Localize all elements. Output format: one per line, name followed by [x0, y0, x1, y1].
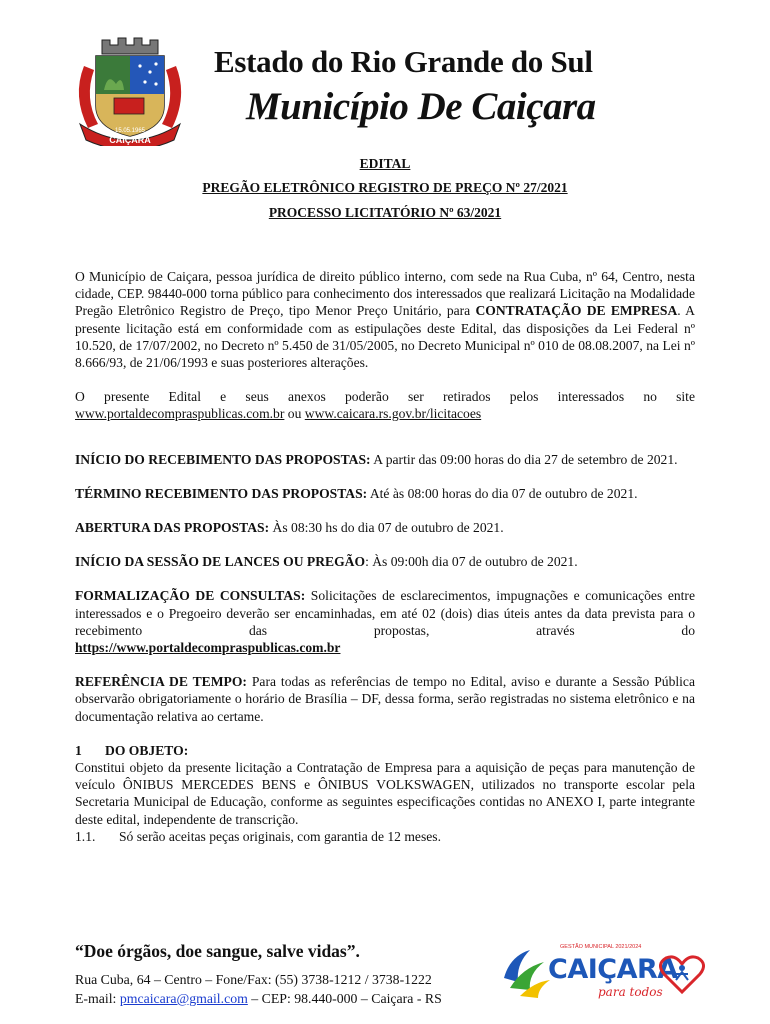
- intro-text-b: . A presente licitação está em conformidade com as estipulações deste Edital, das disposições da Lei Federal nº 10.520, de 17/07/2002, no Decreto nº 5.450 de 31/05/2005, no Decreto Municipal nº 010 de 08.08.2007, na Lei nº 8.666/93, de 21/06/1993 e suas posteriores alterações.: [75, 303, 695, 371]
- download-or: ou: [284, 406, 305, 422]
- download-text: O presente Edital e seus anexos poderão ser retirados pelos interessados no site: [75, 389, 695, 405]
- formalizacao-label: FORMALIZAÇÃO DE CONSULTAS:: [75, 588, 306, 604]
- crest-date-label: 15.05.1965: [114, 128, 146, 134]
- abertura-label: ABERTURA DAS PROPOSTAS:: [75, 520, 270, 536]
- abertura-text: Às 08:30 hs do dia 07 de outubro de 2021.: [269, 520, 504, 536]
- formalizacao-paragraph: [75, 587, 695, 656]
- download-paragraph: [75, 388, 695, 422]
- email-label: E-mail:: [75, 991, 120, 1006]
- inicio-label: INÍCIO DO RECEBIMENTO DAS PROPOSTAS:: [75, 451, 371, 467]
- intro-bold: CONTRATAÇÃO DE EMPRESA: [475, 303, 678, 319]
- termino-text: Até às 08:00 horas do dia 07 de outubro de 2021.: [367, 485, 638, 501]
- logo-small-text: GESTÃO MUNICIPAL 2021/2024: [560, 944, 642, 950]
- formalizacao-link[interactable]: https://www.portaldecompraspublicas.com.br: [75, 640, 341, 656]
- edital-body: [75, 268, 695, 845]
- crest-ribbon-label: CAIÇARA: [109, 135, 151, 145]
- sessao-text: : Às 09:00h dia 07 de outubro de 2021.: [365, 554, 578, 570]
- state-heading: Estado do Rio Grande do Sul: [214, 44, 593, 79]
- portal-link[interactable]: www.portaldecompraspublicas.com.br: [75, 406, 285, 422]
- pregao-title: PREGÃO ELETRÔNICO REGISTRO DE PREÇO Nº 27/2021: [202, 180, 568, 195]
- logo-name: CAIÇARA: [548, 954, 678, 985]
- termino-paragraph: [75, 485, 695, 502]
- section1-heading: [75, 742, 695, 759]
- referencia-text: Para todas as referências de tempo no Edital, aviso e durante a Sessão Pública observarão obrigatoriamente o horário de Brasília – DF, dessa forma, serão registradas no sistema eletrônico e na documentação relativa ao certame.: [75, 674, 695, 724]
- formalizacao-text: Solicitações de esclarecimentos, impugnações e comunicações entre interessados e o Pregoeiro deverão ser encaminhadas, em até 02 (dois) dias úteis antes da data prevista para o recebimento das propostas, através do: [75, 588, 695, 638]
- logo-tagline: para todos: [598, 985, 663, 999]
- sessao-label: INÍCIO DA SESSÃO DE LANCES OU PREGÃO: [75, 554, 366, 570]
- email-link[interactable]: pmcaicara@gmail.com: [119, 991, 248, 1006]
- section1-text: Constitui objeto da presente licitação a Contratação de Empresa para a aquisição de peças para manutenção de veículo ÔNIBUS MERCEDES BENS e ÔNIBUS VOLKSWAGEN, utilizados no transporte escolar pela Secretaria Municipal de Educação, conforme as seguintes especificações contidas no ANEXO I, parte integrante deste edital, independente de transcrição.: [75, 760, 695, 827]
- section1-title: DO OBJETO:: [105, 742, 189, 758]
- termino-label: TÉRMINO RECEBIMENTO DAS PROPOSTAS:: [75, 485, 368, 501]
- referencia-paragraph: [75, 673, 695, 725]
- inicio-text: A partir das 09:00 horas do dia 27 de setembro de 2021.: [370, 451, 678, 467]
- municipality-heading: Município De Caiçara: [246, 85, 596, 128]
- inicio-paragraph: [75, 451, 695, 468]
- municipal-coat-of-arms-icon: [70, 36, 185, 146]
- footer-quote: “Doe órgãos, doe sangue, salve vidas”.: [75, 941, 360, 961]
- item-text: Só serão aceitas peças originais, com garantia de 12 meses.: [119, 828, 441, 844]
- intro-text-a: O Município de Caiçara, pessoa jurídica de direito público interno, com sede na Rua Cuba, nº 64, Centro, nesta cidade, CEP. 98440-000 torna público para conhecimento dos interessados que realizará Licitação na Modalidade Pregão Eletrônico Registro de Preço, tipo Menor Preço Unitário, para: [75, 269, 695, 319]
- footer-address: Rua Cuba, 64 – Centro – Fone/Fax: (55) 3738-1212 / 3738-1222: [75, 972, 432, 987]
- intro-paragraph: [75, 268, 695, 371]
- referencia-label: REFERÊNCIA DE TEMPO:: [75, 674, 247, 690]
- caicara-link[interactable]: www.caicara.rs.gov.br/licitacoes: [304, 406, 482, 422]
- edital-title: EDITAL: [359, 156, 411, 171]
- abertura-paragraph: [75, 519, 695, 536]
- caicara-para-todos-logo: [500, 938, 710, 1000]
- footer-cep: – CEP: 98.440-000 – Caiçara - RS: [247, 991, 442, 1006]
- page-footer: [75, 941, 515, 1008]
- item-number: 1.1.: [75, 828, 96, 844]
- section1-number: 1: [75, 742, 82, 758]
- sessao-paragraph: [75, 553, 695, 570]
- section1-item: [75, 828, 695, 845]
- footer-contact: [75, 989, 515, 1008]
- processo-title: PROCESSO LICITATÓRIO Nº 63/2021: [268, 205, 502, 220]
